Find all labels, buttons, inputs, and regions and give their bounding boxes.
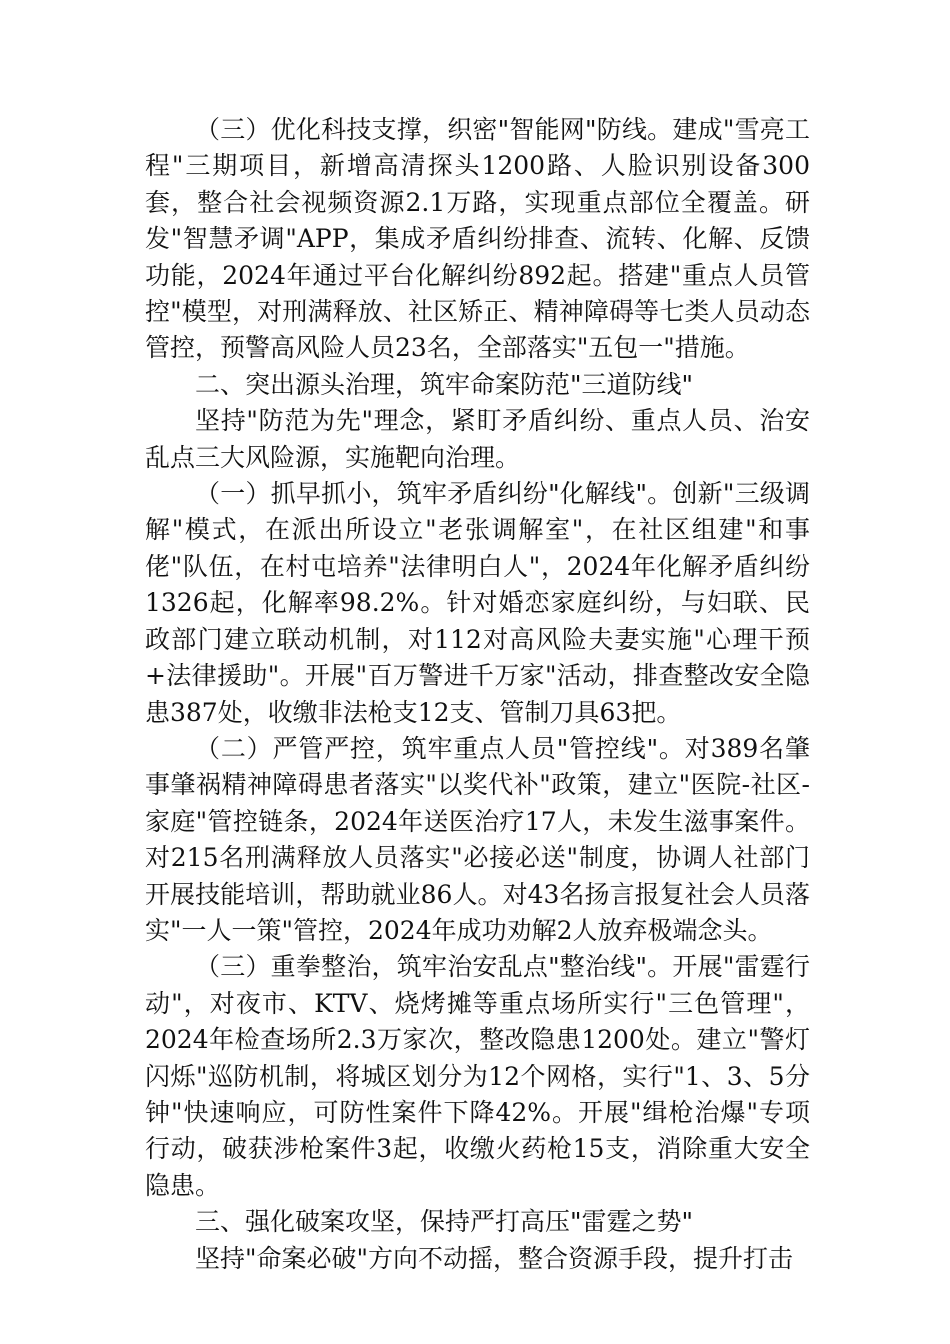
subheading: （二）严管严控，筑牢重点人员"管控线"。 xyxy=(195,733,685,763)
paragraph-dispute-resolution xyxy=(145,476,810,731)
paragraph-text: 建成"雪亮工程"三期项目，新增高清探头1200路、人脸识别设备300套，整合社会视频资源2.1万路，实现重点部位全覆盖。研发"智慧矛调"APP，集成矛盾纠纷排查、流转、化解、反馈功能，2024年通过平台化解纠纷892起。搭建"重点人员管控"模型，对刑满释放、社区矫正、精神障碍等七类人员动态管控，预警高风险人员23名，全部落实"五包一"措施。 xyxy=(145,115,811,363)
subheading: （一）抓早抓小，筑牢矛盾纠纷"化解线"。 xyxy=(195,479,673,509)
subheading: （三）重拳整治，筑牢治安乱点"整治线"。 xyxy=(195,952,673,982)
paragraph-intro-2: 坚持"防范为先"理念，紧盯矛盾纠纷、重点人员、治安乱点三大风险源，实施靶向治理。 xyxy=(145,406,810,472)
paragraph-text: 创新"三级调解"模式，在派出所设立"老张调解室"，在社区组建"和事佬"队伍，在村屯培养"法律明白人"，2024年化解矛盾纠纷1326起，化解率98.2%。针对婚恋家庭纠纷，与妇联、民政部门建立联动机制，对112对高风险夫妻实施"心理干预+法律援助"。开展"百万警进千万家"活动，排查整改安全隐患387处，收缴非法枪支12支、管制刀具63把。 xyxy=(145,479,811,727)
paragraph-text: 开展"雷霆行动"，对夜市、KTV、烧烤摊等重点场所实行"三色管理"，2024年检查场所2.3万家次，整改隐患1200处。建立"警灯闪烁"巡防机制，将城区划分为12个网格，实行"1、3、5分钟"快速响应，可防性案件下降42%。开展"缉枪治爆"专项行动，破获涉枪案件3起，收缴火药枪15支，消除重大安全隐患。 xyxy=(145,952,811,1200)
paragraph-public-order xyxy=(145,949,810,1204)
paragraph-tech-support xyxy=(145,112,810,367)
section-heading-3: 三、强化破案攻坚，保持严打高压"雷霆之势" xyxy=(195,1207,693,1237)
paragraph-key-personnel xyxy=(145,731,810,949)
paragraph-text: 对389名肇事肇祸精神障碍患者落实"以奖代补"政策，建立"医院-社区-家庭"管控链条，2024年送医治疗17人，未发生滋事案件。对215名刑满释放人员落实"必接必送"制度，协调人社部门开展技能培训，帮助就业86人。对43名扬言报复社会人员落实"一人一策"管控，2024年成功劝解2人放弃极端念头。 xyxy=(145,733,811,945)
subheading: （三）优化科技支撑，织密"智能网"防线。 xyxy=(195,115,673,144)
section-heading-2: 二、突出源头治理，筑牢命案防范"三道防线" xyxy=(195,369,693,399)
document-body xyxy=(145,112,810,1277)
paragraph-intro-3: 坚持"命案必破"方向不动摇，整合资源手段，提升打击 xyxy=(195,1243,794,1273)
